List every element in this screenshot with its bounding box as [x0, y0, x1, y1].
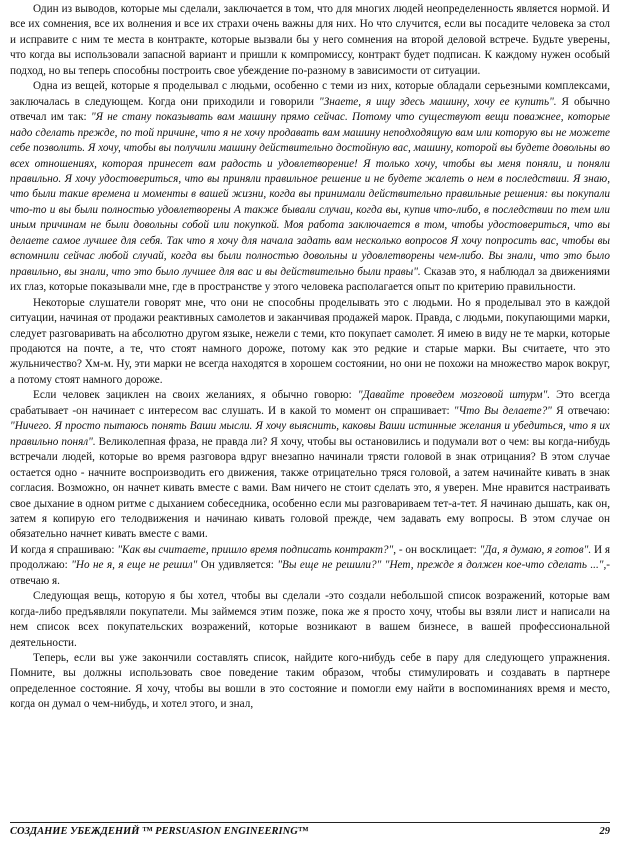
text-run: Одна из вещей, которые я проделывал с людьми, особенно с теми из них, которые обладали серьезными комплексами, заключалась в следующем. Когда они приходили и говорили	[10, 80, 610, 108]
text-run: Великолепная фраза, не правда ли? Я хочу, чтобы вы остановились и подумали вот о чем: вы когда-нибудь встречали людей, которые во время разговора вдруг внезапно начинали трясти головой в знак отрицания? В этом случае остается одно - начните воспроизводить его движения, также отрицательно тряся головой, а затем начинайте кивать в знак согласия. Возможно, он начнет кивать вместе с вами. Вам ничего не стоит сделать это, я уверен. Мне нравится настраивать свое дыхание в одном ритме с дыханием собеседника, особенно если мы разговариваем тет-а-тет. Я начинаю дышать, как он, затем я копирую его телодвижения и начинаю кивать головой прежде, чем задавать ему вопросы. В этом случае он обязательно начнет кивать вместе с вами.	[10, 435, 611, 541]
text-run: , - он восклицает:	[393, 543, 480, 556]
text-run: И когда я спрашиваю:	[10, 543, 118, 556]
text-run: Если человек зациклен на своих желаниях, я обычно говорю:	[33, 389, 358, 402]
italic-quote-run: "Давайте проведем мозговой штурм".	[357, 389, 551, 402]
text-run: Теперь, если вы уже закончили составлять список, найдите кого-нибудь себе в пару для следующего упражнения. Помните, вы должны использовать свое поведение таким образом, чтобы стимулировать и создавать в партнере определенное состояние. Я хочу, чтобы вы вошли в это состояние и помогли ему найти в воспоминаниях время и место, когда он думал о чем-нибудь, и хотел этого, и знал,	[10, 652, 610, 711]
text-run: Я обычно отвечал им так:	[10, 95, 610, 124]
italic-quote-run: "Что Вы делаете?"	[453, 404, 552, 417]
paragraph-3	[10, 296, 610, 389]
italic-quote-run: "Как вы считаете, пришло время подписать контракт?"	[117, 543, 394, 556]
text-run: Следующая вещь, которую я бы хотел, чтобы вы сделали -это создали небольшой список возражений, которые вам когда-либо предъявляли покупатели. Мы займемся этим позже, пока же я просто хочу, чтобы вы взяли лист и написали на нем список всех покупательских возражений, которые возникают в вашем бизнесе, в вашей профессиональной деятельности.	[10, 590, 610, 649]
italic-quote-run: "Знаете, я ищу здесь машину, хочу ее купить".	[319, 95, 557, 108]
text-run: Это всегда срабатывает -он начинает с интересом вас слушать. И в какой то момент он спрашивает:	[10, 389, 610, 417]
paragraph-4	[10, 388, 610, 543]
italic-quote-run: "Я не стану показывать вам машину прямо сейчас. Потому что существуют вещи поважнее, которые надо сделать прежде, по той причине, что я не хочу продавать вам машину неподходящую вам или которую вы не можете себе позволить. Я хочу, чтобы вы получили машину действительно достойную вас, машину, которой вы будете довольны во всех отношениях, которая принесет вам радость и удовлетворение! Я только хочу, чтобы вы меня поняли, и поняли правильно. Я хочу удостовериться, что вы приняли правильное решение и не будете жалеть о нем в последствии. Я знаю, что были такие времена и моменты в вашей жизни, когда вы принимали действительно правильные решения: вы покупали что-то и вы были полностью удовлетворены А также бывали случаи, когда вы, купив что-либо, в последствии по тем или иным причинам не были довольны собой или покупкой. Моя работа заключается в том, чтобы удостовериться, что вы делаете самое лучшее для себя. Так что я хочу для начала задать вам несколько вопросов Я хочу попросить вас, чтобы вы вспомнили сейчас любой случай, когда вы были полностью довольны и удовлетворены чем-либо. Вы знали, что это было правильно, вы знали, что это было лучшее для вас и вы действительно были правы".	[10, 111, 610, 278]
paragraph-2	[10, 79, 610, 295]
italic-quote-run: "Ничего. Я просто пытаюсь понять Ваши мысли. Я хочу выяснить, каковы Ваши истинные желания и убедиться, что я их правильно понял".	[10, 420, 610, 448]
footer-divider	[10, 822, 610, 823]
text-run: И я продолжаю:	[10, 543, 610, 572]
paragraph-7	[10, 651, 610, 713]
italic-quote-run: "Но не я, я еще не решил"	[71, 559, 198, 572]
italic-quote-run: "Вы еще не решили?" "Нет, прежде я должен кое-что сделать ...",	[277, 559, 607, 572]
footer-title: СОЗДАНИЕ УБЕЖДЕНИЙ ™ PERSUASION ENGINEERING™	[10, 826, 309, 837]
text-run: Я отвечаю:	[551, 404, 610, 417]
paragraph-6	[10, 589, 610, 651]
text-run: - отвечаю я.	[10, 559, 610, 587]
text-run: Один из выводов, которые мы сделали, заключается в том, что для многих людей неопределенность является нормой. И все их сомнения, все их волнения и все их страхи очень важны для них. Но что случится, если вы посадите человека за стол и исправите с ним те места в контракте, которые вызвали бы у него сомнения на второй деловой встрече. Будьте уверены, что когда вы использовали запасной вариант и пришли к компромиссу, контракт будет подписан. К каждому нужен особый подход, но вы теперь способны построить свое убеждение по-разному в зависимости от ситуации.	[10, 3, 610, 77]
page-number: 29	[599, 826, 610, 837]
page-body	[10, 2, 610, 713]
text-run: Сказав это, я наблюдал за движениями их глаз, которые показывали мне, где в пространстве у этого человека располагается опыт по критерию правильности.	[10, 265, 610, 294]
page-footer	[10, 826, 610, 837]
text-run: Он удивляется:	[197, 559, 278, 572]
italic-quote-run: "Да, я думаю, я готов".	[479, 543, 592, 556]
paragraph-5	[10, 543, 610, 589]
text-run: Некоторые слушатели говорят мне, что они не способны проделывать это с людьми. Но я проделывал это в каждой ситуации, начиная от продажи реактивных самолетов и заканчивая продажей марок. Правда, с людьми, покупающими марки, следует разговаривать на абсолютно другом языке, нежели с теми, кто покупает самолет. Я имею в виду не те марки, которые продаются на почте, а те, что стоят намного дороже, потому как это редкие и старые марки. Вы считаете, что это жульничество? Хм-м. Ну, эти марки не всегда находятся в хорошем состоянии, но они не похожи на множество марок вокруг, а потому стоят намного дороже.	[10, 296, 610, 386]
paragraph-1	[10, 2, 610, 79]
